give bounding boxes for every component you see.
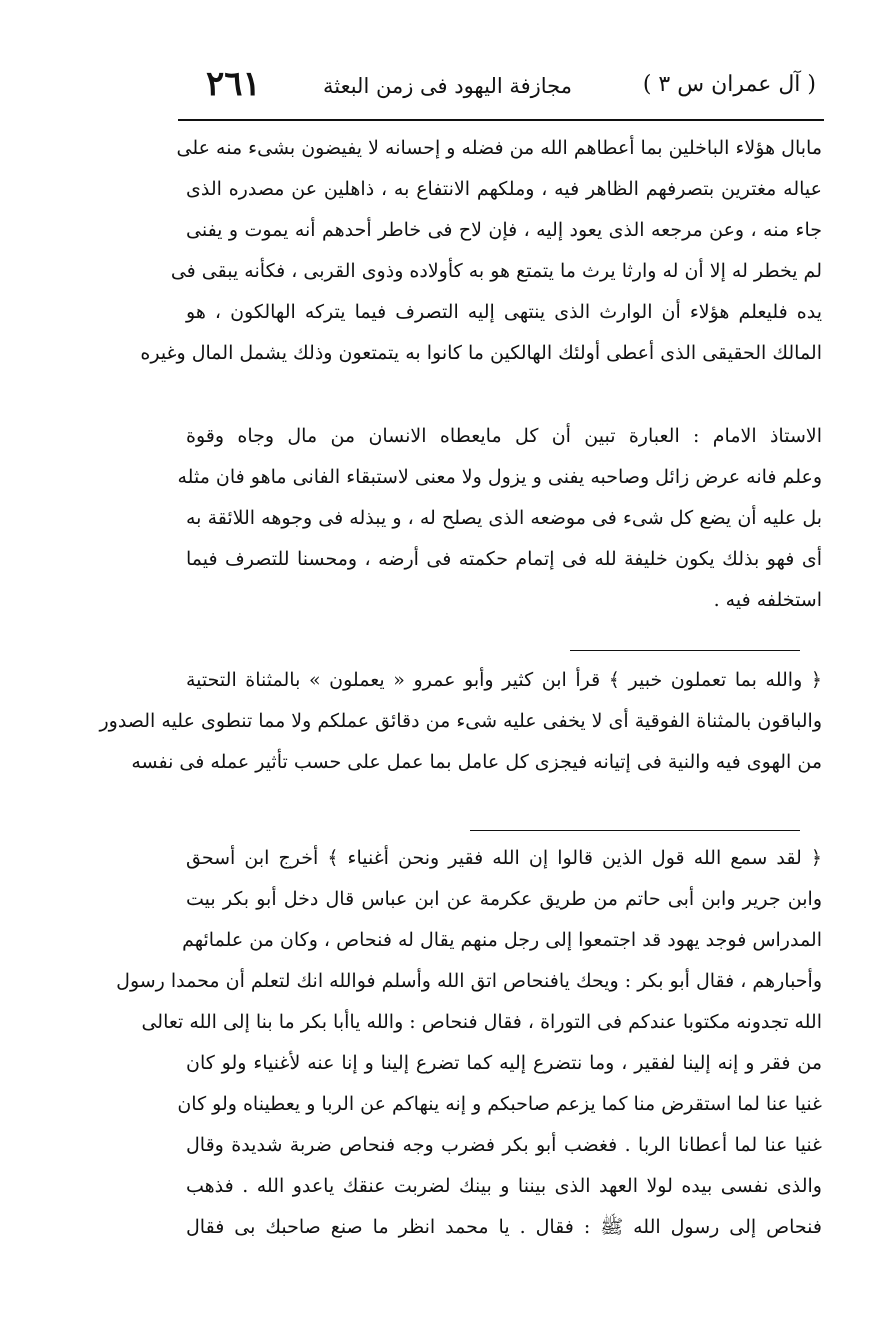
text-line: غنيا عنا لما استقرض منا كما يزعم صاحبكم و إنه ينهاكم عن الربا و يعطيناه ولو كان: [177, 1093, 822, 1115]
running-chapter-reference: ( آل عمران س ٣ ): [642, 72, 816, 97]
section-divider: [470, 830, 800, 831]
text-line: ﴿ لقد سمع الله قول الذين قالوا إن الله فقير ونحن أغنياء ﴾ أخرج ابن أسحق: [186, 847, 822, 869]
text-line: وعلم فانه عرض زائل وصاحبه يفنى و يزول ولا معنى لاستبقاء الفانى ماهو فان مثله: [177, 466, 822, 488]
text-line: من فقر و إنه إلينا لفقير ، وما نتضرع إليه كما تضرع إلينا و إنا عنه لأغنياء ولو كان: [186, 1052, 822, 1074]
text-line: لم يخطر له إلا أن له وارثا يرث ما يتمتع هو به كأولاده وذوى القربى ، فكأنه يبقى فى: [170, 260, 822, 282]
text-line: بل عليه أن يضع كل شىء فى موضعه الذى يصلح له ، و يبذله فى وجوهه اللائقة به: [186, 507, 822, 529]
text-line: جاء منه ، وعن مرجعه الذى يعود إليه ، فإن لاح فى خاطر أحدهم أنه يموت و يفنى: [186, 219, 822, 241]
text-line: وابن جرير وابن أبى حاتم من طريق عكرمة عن ابن عباس قال دخل أبو بكر بيت: [186, 888, 822, 910]
page-header: [180, 66, 820, 114]
text-line: والذى نفسى بيده لولا العهد الذى بيننا و بينك لضربت عنقك ياعدو الله . فذهب: [186, 1175, 822, 1197]
paragraph-verse-khabir: [99, 660, 822, 783]
header-divider: [178, 119, 824, 121]
text-line: يده فليعلم هؤلاء أن الوارث الذى ينتهى إليه التصرف فيما يتركه الهالكون ، هو: [186, 301, 822, 323]
text-line: الله تجدونه مكتوبا عندكم فى التوراة ، فقال فنحاص : والله ياأبا بكر ما بنا إلى الله تعالى: [141, 1011, 822, 1033]
text-line: أى فهو بذلك يكون خليفة لله فى إتمام حكمته فى أرضه ، ومحسنا للتصرف فيما: [186, 548, 822, 570]
text-line: المالك الحقيقى الذى أعطى أولئك الهالكين ما كانوا به يتمتعون وذلك يشمل المال وغيره: [140, 342, 822, 364]
running-section-title: مجازفة اليهود فى زمن البعثة: [322, 74, 572, 98]
paragraph-imam-note: [177, 416, 822, 621]
page-number: ٢٦١: [206, 64, 261, 104]
section-divider: [570, 650, 800, 651]
text-line: المدراس فوجد يهود قد اجتمعوا إلى رجل منهم يقال له فنحاص ، وكان من علمائهم: [182, 929, 822, 951]
text-line: مابال هؤلاء الباخلين بما أعطاهم الله من فضله و إحسانه لا يفيضون بشىء منه على: [176, 137, 822, 159]
text-line: غنيا عنا لما أعطانا الربا . فغضب أبو بكر فضرب وجه فنحاص ضربة شديدة وقال: [186, 1134, 822, 1156]
text-line: عياله مغترين بتصرفهم الظاهر فيه ، وملكهم الانتفاع به ، ذاهلين عن مصدره الذى: [186, 178, 822, 200]
text-line: الاستاذ الامام : العبارة تبين أن كل مايعطاه الانسان من مال وجاه وقوة: [186, 425, 822, 447]
text-line: من الهوى فيه والنية فى إتيانه فيجزى كل عامل بما عمل على حسب تأثير عمله فى نفسه: [131, 751, 822, 773]
text-line: فنحاص إلى رسول الله ﷺ : فقال . يا محمد انظر ما صنع صاحبك بى فقال: [186, 1216, 822, 1238]
paragraph-verse-faqir: [116, 838, 822, 1248]
text-line: وأحبارهم ، فقال أبو بكر : ويحك يافنحاص اتق الله وأسلم فوالله انك لتعلم أن محمدا رسول: [116, 970, 822, 992]
text-line: والباقون بالمثناة الفوقية أى لا يخفى عليه شىء من دقائق عملكم ولا مما تنطوى عليه الصدور: [99, 710, 822, 732]
text-line: ﴿ والله بما تعملون خبير ﴾ قرأ ابن كثير وأبو عمرو « يعملون » بالمثناة التحتية: [186, 669, 822, 691]
paragraph-commentary: [140, 128, 822, 374]
text-line: استخلفه فيه .: [713, 589, 822, 611]
